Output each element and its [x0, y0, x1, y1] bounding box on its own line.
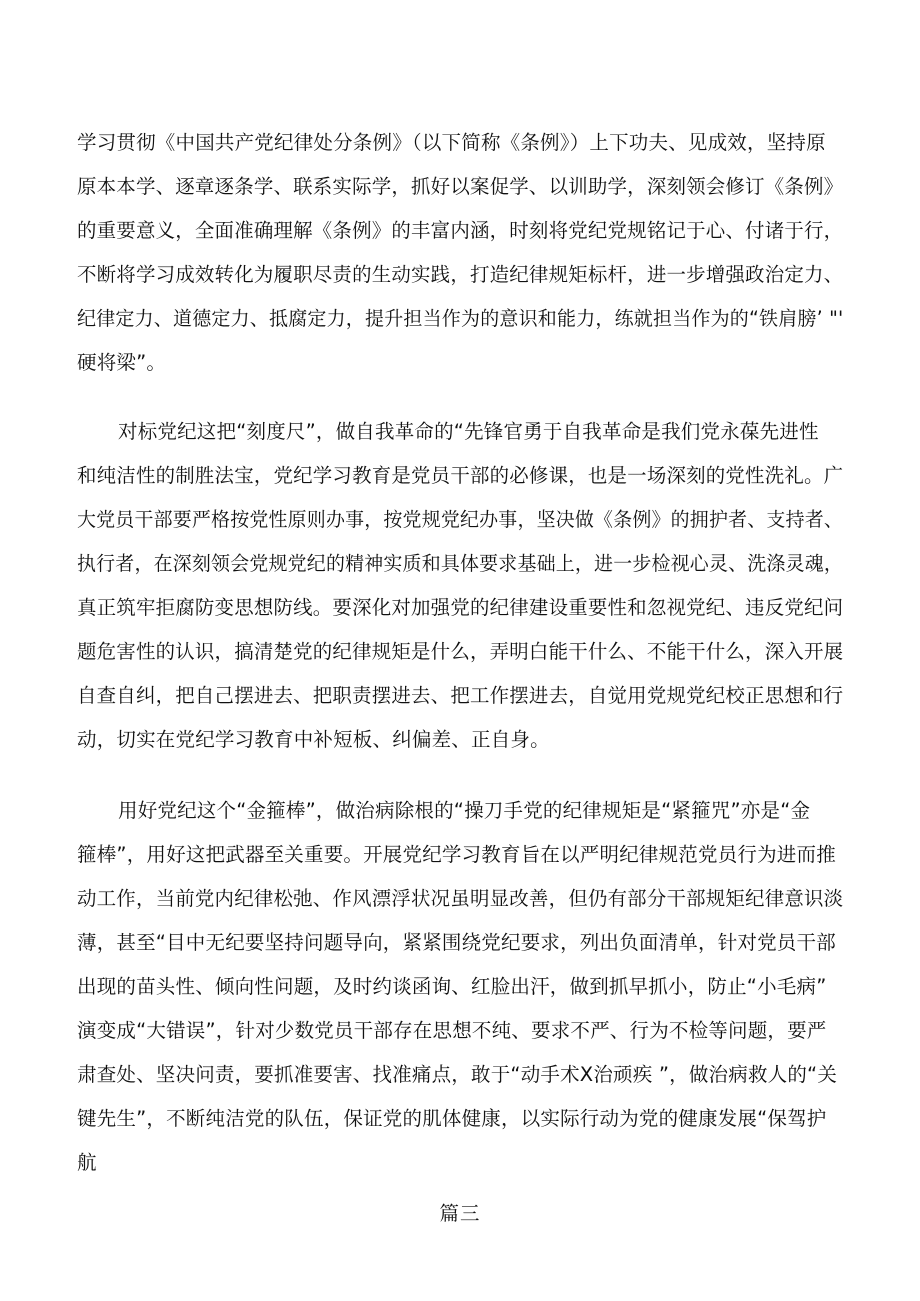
paragraph-1-line-3: 的重要意义，全面准确理解《条例》的丰富内涵，时刻将党纪党规铭记于心、付诸于行， [77, 219, 844, 242]
paragraph-1-line-5: 纪律定力、道德定力、抵腐定力，提升担当作为的意识和能力，练就担当作为的“铁肩膀’ "' [77, 307, 844, 330]
paragraph-2-line-8: 动，切实在党纪学习教育中补短板、纠偏差、正自身。 [77, 728, 550, 751]
paragraph-2-line-4: 执行者，在深刻领会党规党纪的精神实质和具体要求基础上，进一步检视心灵、洗涤灵魂， [77, 552, 844, 575]
paragraph-3-line-1: 用好党纪这个“金箍棒”，做治病除根的“操刀手党的纪律规矩是“紧箍咒”亦是“金 [118, 799, 811, 822]
paragraph-3-line-8: 键先生”，不断纯洁党的队伍，保证党的肌体健康，以实际行动为党的健康发展“保驾护 [77, 1107, 827, 1130]
paragraph-1-line-4: 不断将学习成效转化为履职尽责的生动实践，打造纪律规矩标杆，进一步增强政治定力、 [77, 263, 844, 286]
paragraph-1-line-6: 硬将梁”。 [77, 351, 167, 374]
paragraph-2-line-3: 大党员干部要严格按党性原则办事，按党规党纪办事，坚决做《条例》的拥护者、支持者、 [77, 508, 844, 531]
paragraph-2-line-2: 和纯洁性的制胜法宝，党纪学习教育是党员干部的必修课，也是一场深刻的党性洗礼。广 [77, 464, 844, 487]
paragraph-3-line-3: 动工作，当前党内纪律松弛、作风漂浮状况虽明显改善，但仍有部分干部规矩纪律意识淡 [77, 887, 844, 910]
paragraph-3-line-4: 薄，甚至“目中无纪要坚持问题导向，紧紧围绕党纪要求，列出负面清单，针对党员干部 [77, 931, 836, 954]
paragraph-3-line-7: 肃查处、坚决问责，要抓准要害、找准痛点，敢于“动手术X治顽疾 ”，做治病救人的“关 [77, 1063, 838, 1086]
section-heading: 篇三 [439, 1202, 481, 1225]
paragraph-2-line-1: 对标党纪这把“刻度尺”，做自我革命的“先锋官勇于自我革命是我们党永葆先进性 [118, 420, 819, 443]
paragraph-3-line-2: 箍棒”，用好这把武器至关重要。开展党纪学习教育旨在以严明纪律规范党员行为进而推 [77, 843, 836, 866]
paragraph-1-line-2: 原本本学、逐章逐条学、联系实际学，抓好以案促学、以训助学，深刻领会修订《条例》 [77, 175, 844, 198]
paragraph-3-line-5: 出现的苗头性、倾向性问题，及时约谈函询、红脸出汗，做到抓早抓小，防止“小毛病” [77, 975, 827, 998]
paragraph-3-line-9: 航 [77, 1151, 97, 1174]
paragraph-3-line-6: 演变成“大错误”，针对少数党员干部存在思想不纯、要求不严、行为不检等问题，要严 [77, 1019, 827, 1042]
paragraph-2-line-6: 题危害性的认识，搞清楚党的纪律规矩是什么，弄明白能干什么、不能干什么，深入开展 [77, 640, 844, 663]
paragraph-2-line-5: 真正筑牢拒腐防变思想防线。要深化对加强党的纪律建设重要性和忽视党纪、违反党纪问 [77, 596, 844, 619]
paragraph-1-line-1: 学习贯彻《中国共产党纪律处分条例》（以下简称《条例》）上下功夫、见成效，坚持原 [77, 131, 826, 154]
paragraph-2-line-7: 自查自纠，把自己摆进去、把职责摆进去、把工作摆进去，自觉用党规党纪校正思想和行 [77, 684, 844, 707]
